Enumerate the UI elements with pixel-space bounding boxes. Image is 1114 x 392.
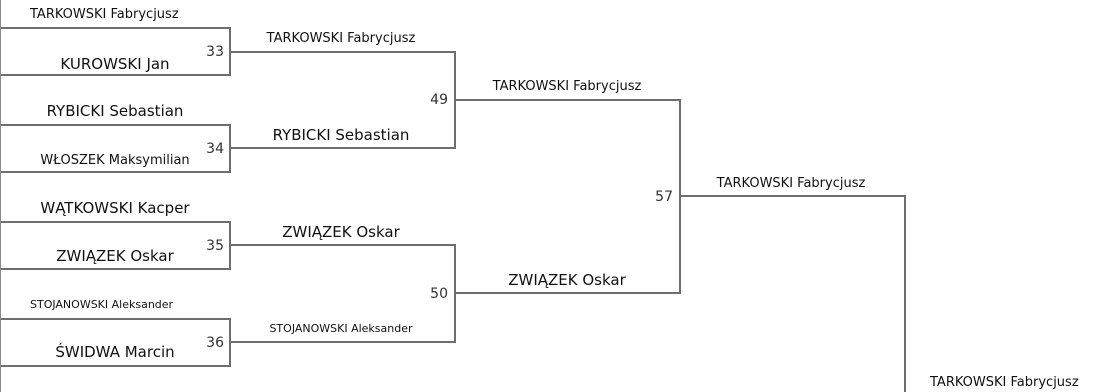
- r4-final-name: TARKOWSKI Fabrycjusz: [930, 375, 1079, 390]
- r1-m36-bottom-name: ŚWIDWA Marcin: [55, 343, 175, 361]
- r3-m57-top-name: TARKOWSKI Fabrycjusz: [492, 79, 642, 94]
- r2-m50-bottom-name: STOJANOWSKI Aleksander: [269, 322, 413, 335]
- r1-m36-match-number: 36: [206, 335, 224, 351]
- r4-top-name: TARKOWSKI Fabrycjusz: [716, 176, 866, 191]
- r1-m34-match-number: 34: [206, 141, 224, 157]
- r2-m50-top-name: ZWIĄZEK Oskar: [282, 223, 400, 241]
- r2-m49-bottom-name: RYBICKI Sebastian: [272, 126, 410, 144]
- r1-m33-top-name: TARKOWSKI Fabrycjusz: [30, 7, 179, 22]
- r1-m35-top-name: WĄTKOWSKI Kacper: [40, 199, 190, 217]
- r1-m33-match-number: 33: [206, 44, 224, 60]
- r3-m57-match-number: 57: [655, 189, 673, 205]
- r2-m50-match-number: 50: [430, 286, 448, 302]
- r3-m57-bottom-name: ZWIĄZEK Oskar: [508, 271, 626, 289]
- r1-m34-top-name: RYBICKI Sebastian: [46, 102, 184, 120]
- r1-m35-match-number: 35: [206, 238, 224, 254]
- bracket-connector-r4: [680, 196, 905, 392]
- r1-m33-bottom-name: KUROWSKI Jan: [60, 55, 170, 73]
- r2-m49-match-number: 49: [430, 92, 448, 108]
- r1-m35-bottom-name: ZWIĄZEK Oskar: [56, 247, 174, 265]
- r1-m34-bottom-name: WŁOSZEK Maksymilian: [40, 153, 190, 168]
- r1-m36-top-name: STOJANOWSKI Aleksander: [30, 298, 174, 311]
- r2-m49-top-name: TARKOWSKI Fabrycjusz: [266, 31, 416, 46]
